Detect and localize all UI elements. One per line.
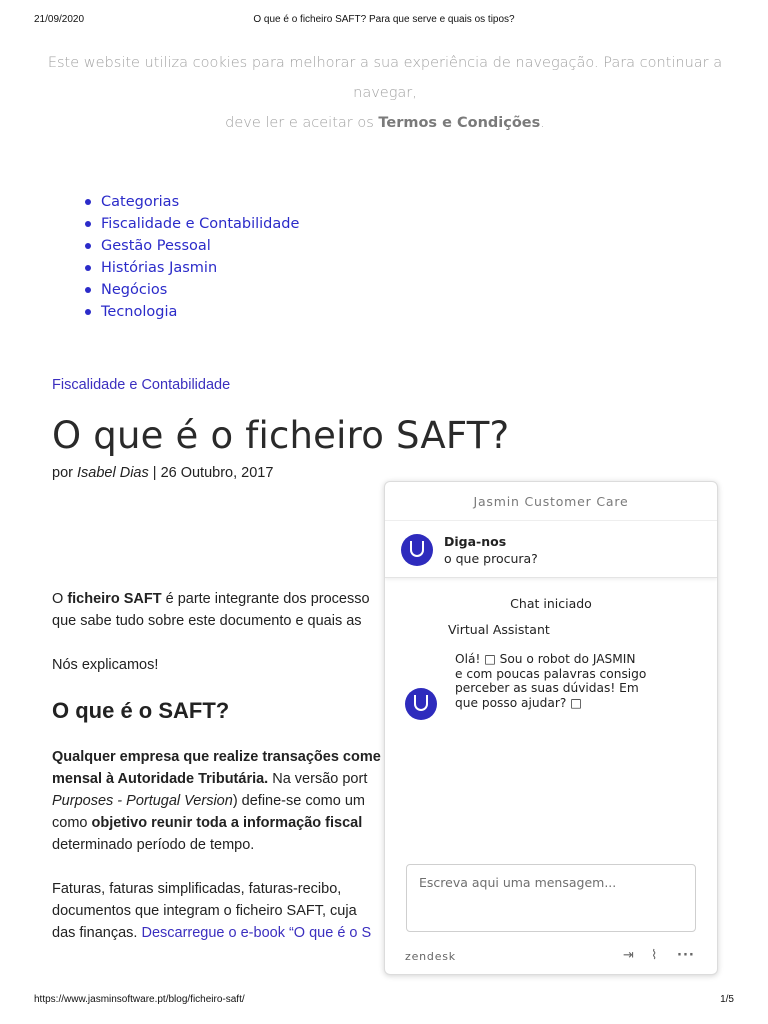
nav-item-label: Negócios bbox=[101, 282, 168, 298]
paragraph-docs-line1: Faturas, faturas simplificadas, faturas-recibo, bbox=[52, 881, 342, 897]
chat-intro bbox=[385, 521, 717, 578]
zendesk-branding: zendesk bbox=[405, 950, 456, 963]
text: O bbox=[52, 591, 68, 607]
text-bold: Qualquer empresa que realize transações come bbox=[52, 749, 381, 765]
nav-item-gestao-pessoal[interactable] bbox=[101, 235, 299, 257]
print-page-title: O que é o ficheiro SAFT? Para que serve e quais os tipos? bbox=[253, 14, 515, 25]
text: ) define-se como um bbox=[232, 793, 365, 809]
text: como bbox=[52, 815, 92, 831]
jasmin-logo-icon bbox=[410, 541, 424, 557]
nav-item-tecnologia[interactable] bbox=[101, 301, 299, 323]
attach-icon[interactable]: ⌇ bbox=[651, 948, 658, 963]
chat-intro-title: Diga-nos bbox=[444, 534, 507, 549]
end-chat-icon[interactable]: ⇥ bbox=[623, 948, 634, 963]
section-heading: O que é o SAFT? bbox=[52, 698, 230, 723]
nav-item-label: Gestão Pessoal bbox=[101, 238, 211, 254]
text-bold: mensal à Autoridade Tributária. bbox=[52, 771, 269, 787]
category-nav bbox=[101, 191, 299, 323]
bullet-icon bbox=[85, 309, 91, 315]
chat-intro-subtitle: o que procura? bbox=[444, 551, 538, 566]
cookie-text-line1: Este website utiliza cookies para melhorar a sua experiência de navegação. Para continuar a navegar, bbox=[47, 55, 723, 101]
cookie-text-prefix: deve ler e aceitar os bbox=[225, 115, 379, 131]
nav-item-categorias[interactable] bbox=[101, 191, 299, 213]
bullet-icon bbox=[85, 287, 91, 293]
print-url: https://www.jasminsoftware.pt/blog/ficheiro-saft/ bbox=[34, 994, 245, 1005]
jasmin-avatar bbox=[401, 534, 433, 566]
article-title: O que é o ficheiro SAFT? bbox=[52, 414, 510, 457]
nav-item-label: Histórias Jasmin bbox=[101, 260, 218, 276]
cookie-text-line2 bbox=[40, 108, 730, 138]
bullet-icon bbox=[85, 243, 91, 249]
nav-item-label: Tecnologia bbox=[101, 304, 178, 320]
bullet-icon bbox=[85, 265, 91, 271]
chat-started-label: Chat iniciado bbox=[510, 596, 592, 611]
paragraph-saft-line3 bbox=[52, 790, 382, 812]
chat-message-line: que posso ajudar? □ bbox=[455, 695, 582, 710]
jasmin-logo-icon bbox=[414, 695, 428, 711]
paragraph-saft-line1 bbox=[52, 746, 382, 768]
text-italic: Purposes - Portugal Version bbox=[52, 793, 233, 809]
paragraph-saft-line5: determinado período de tempo. bbox=[52, 837, 255, 853]
nav-item-fiscalidade[interactable] bbox=[101, 213, 299, 235]
author-name: Isabel Dias bbox=[77, 465, 149, 481]
terms-link[interactable]: Termos e Condições bbox=[378, 115, 541, 131]
chat-toolbar bbox=[621, 948, 701, 966]
chat-widget bbox=[384, 481, 718, 975]
text-bold: objetivo reunir toda a informação fiscal bbox=[91, 815, 363, 831]
paragraph-intro-line1 bbox=[52, 588, 382, 610]
paragraph-intro-line2: que sabe tudo sobre este documento e quais as bbox=[52, 613, 362, 629]
chat-message-line: perceber as suas dúvidas! Em bbox=[455, 681, 639, 696]
print-date: 21/09/2020 bbox=[34, 14, 85, 25]
bullet-icon bbox=[85, 199, 91, 205]
byline-separator: | bbox=[148, 465, 161, 481]
nav-item-label: Fiscalidade e Contabilidade bbox=[101, 216, 300, 232]
text: Na versão port bbox=[268, 771, 368, 787]
cookie-text-suffix: . bbox=[540, 115, 545, 131]
byline-prefix: por bbox=[52, 465, 77, 481]
agent-avatar bbox=[405, 688, 437, 720]
chat-message-input[interactable]: Escreva aqui uma mensagem... bbox=[406, 864, 696, 932]
paragraph-docs-line2: documentos que integram o ficheiro SAFT, cuja bbox=[52, 903, 357, 919]
text-bold: ficheiro SAFT bbox=[67, 591, 162, 607]
paragraph-docs-line3 bbox=[52, 922, 382, 944]
agent-name: Virtual Assistant bbox=[448, 622, 550, 637]
print-page-number: 1/5 bbox=[720, 994, 734, 1005]
bullet-icon bbox=[85, 221, 91, 227]
text: das finanças. bbox=[52, 925, 142, 941]
nav-item-label: Categorias bbox=[101, 194, 180, 210]
article-category-link[interactable]: Fiscalidade e Contabilidade bbox=[52, 377, 231, 393]
paragraph-explain: Nós explicamos! bbox=[52, 657, 159, 673]
chat-message-line: e com poucas palavras consigo bbox=[455, 666, 647, 681]
chat-header-title: Jasmin Customer Care bbox=[385, 482, 717, 521]
article-byline bbox=[52, 465, 273, 481]
chat-message-line: Olá! □ Sou o robot do JASMIN bbox=[455, 652, 636, 666]
cookie-banner bbox=[40, 48, 730, 138]
chat-message bbox=[455, 652, 655, 710]
ebook-download-link[interactable]: Descarregue o e-book “O que é o S bbox=[141, 925, 372, 941]
nav-item-negocios[interactable] bbox=[101, 279, 299, 301]
text: é parte integrante dos processo bbox=[161, 591, 370, 607]
paragraph-saft-line4 bbox=[52, 812, 382, 834]
paragraph-saft-line2 bbox=[52, 768, 382, 790]
article-date: 26 Outubro, 2017 bbox=[160, 465, 274, 481]
more-icon[interactable]: ··· bbox=[677, 948, 695, 963]
nav-item-historias-jasmin[interactable] bbox=[101, 257, 299, 279]
